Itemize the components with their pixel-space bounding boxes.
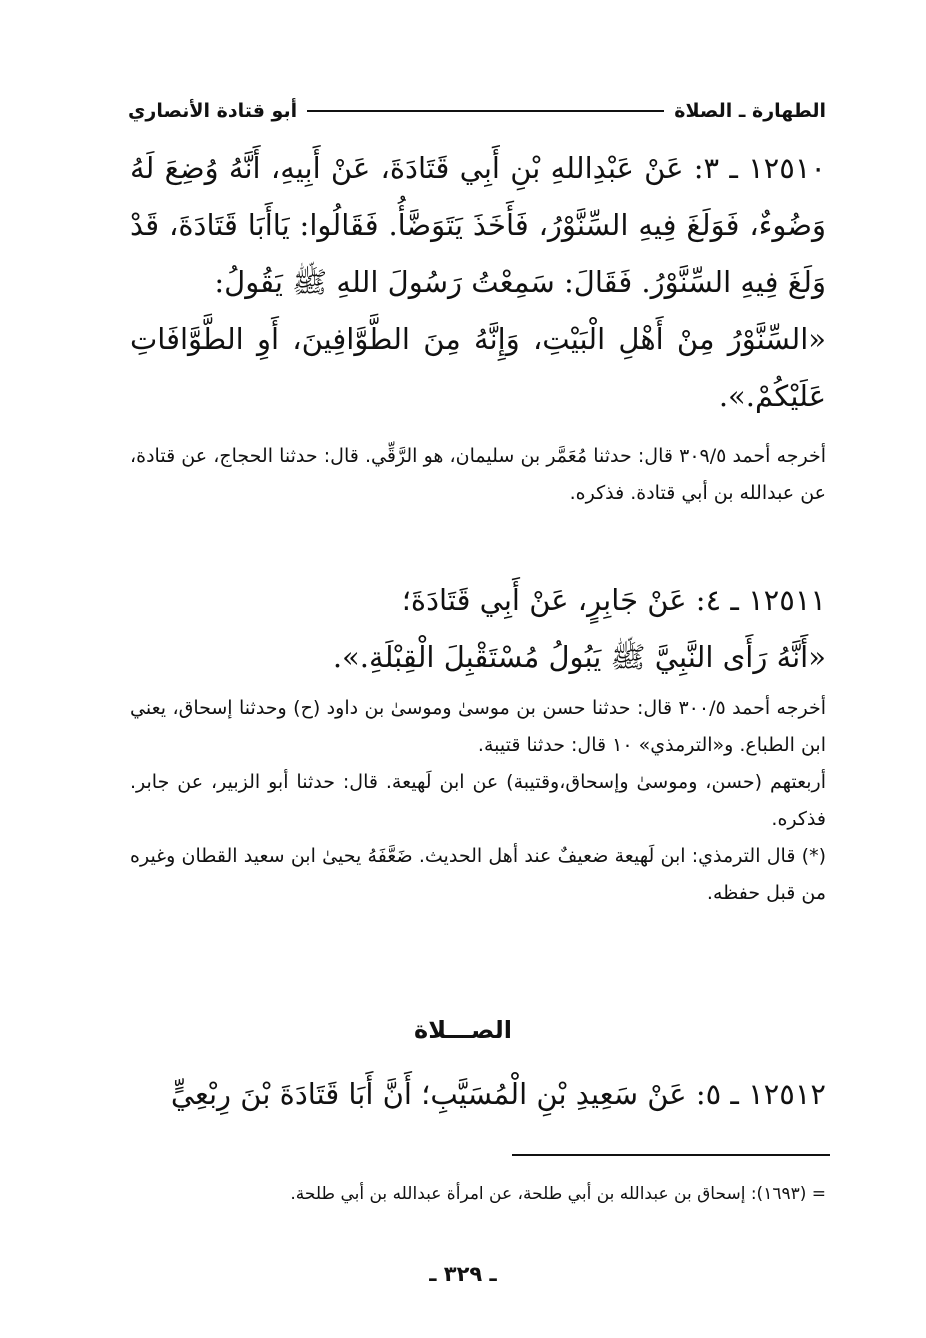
header-rule — [307, 110, 664, 112]
takhrij-12511-para-3: (*) قال الترمذي: ابن لَهيعة ضعيفٌ عند أهل الحديث. ضَعَّفَهُ يحيىٰ ابن سعيد القطان وغيره من قبل حفظه. — [130, 845, 826, 904]
running-header — [128, 96, 826, 126]
hadith-12512 — [130, 1066, 826, 1123]
hadith-12510-text: ١٢٥١٠ ـ ٣: عَنْ عَبْدِاللهِ بْنِ أَبِي قَتَادَةَ، عَنْ أَبِيهِ، أَنَّهُ وُضِعَ لَهُ وَضُوءٌ، فَوَلَغَ فِيهِ السِّنَّوْرُ، فَأَخَذَ يَتَوَضَّأُ. فَقَالُوا: يَاأَبَا قَتَادَةَ، قَدْ وَلَغَ فِيهِ السِّنَّوْرُ. فَقَالَ: سَمِعْتُ رَسُولَ اللهِ ﷺ يَقُولُ: — [130, 151, 826, 299]
takhrij-12511-para-1: أخرجه أحمد ٣٠٠/٥ قال: حدثنا حسن بن موسىٰ وموسىٰ بن داود (ح) وحدثنا إسحاق، يعني ابن الطباع. و«الترمذي» ١٠ قال: حدثنا قتيبة. — [130, 697, 826, 756]
header-companion: أبو قتادة الأنصاري — [128, 100, 298, 122]
page-number: ـ ٣٢٩ ـ — [429, 1262, 497, 1286]
hadith-12511-text: ١٢٥١١ ـ ٤: عَنْ جَابِرٍ، عَنْ أَبِي قَتَادَةَ؛ — [401, 583, 826, 617]
hadith-12511 — [130, 572, 826, 686]
footnote-rule — [512, 1154, 830, 1156]
hadith-12512-text: ١٢٥١٢ ـ ٥: عَنْ سَعِيدِ بْنِ الْمُسَيَّبِ؛ أَنَّ أَبَا قَتَادَةَ بْنَ رِبْعِيٍّ — [170, 1077, 826, 1111]
takhrij-12510 — [130, 438, 826, 512]
takhrij-12510-text: أخرجه أحمد ٣٠٩/٥ قال: حدثنا مُعَمَّر بن سليمان، هو الرَّقِّي. قال: حدثنا الحجاج، عن قتادة، عن عبدالله بن أبي قتادة. فذكره. — [130, 445, 827, 504]
hadith-12511-quote: «أَنَّهُ رَأَى النَّبِيَّ ﷺ يَبُولُ مُسْتَقْبِلَ الْقِبْلَةِ.». — [332, 640, 826, 674]
footnote: = (١٦٩٣): إسحاق بن عبدالله بن أبي طلحة، عن امرأة عبدالله بن أبي طلحة. — [290, 1184, 826, 1204]
hadith-12510-quote: «السِّنَّوْرُ مِنْ أَهْلِ الْبَيْتِ، وَإِنَّهُ مِنَ الطَّوَّافِينَ، أَوِ الطَّوَّافَاتِ عَلَيْكُمْ.». — [130, 322, 826, 413]
header-chapter: الطهارة ـ الصلاة — [674, 100, 826, 122]
takhrij-12511 — [130, 690, 826, 912]
takhrij-12511-para-2: أربعتهم (حسن، وموسىٰ وإسحاق،وقتيبة) عن ابن لَهيعة. قال: حدثنا أبو الزبير، عن جابر. فذكره. — [130, 771, 826, 830]
section-title: الصـــلاة — [414, 1016, 512, 1044]
hadith-12510 — [130, 140, 826, 425]
